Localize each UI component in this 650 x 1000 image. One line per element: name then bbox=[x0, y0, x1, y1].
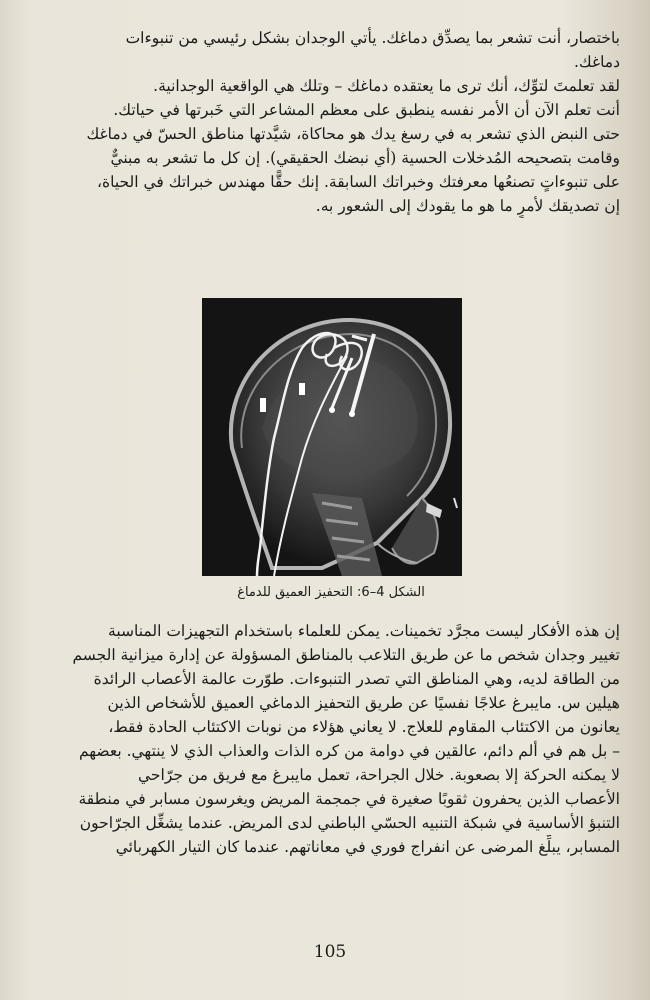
text-line: لقد تعلمتَ لتوِّك، أنك ترى ما يعتقده دماغك – وتلك هي الواقعية الوجدانية. bbox=[153, 77, 620, 95]
page-number: 105 bbox=[313, 942, 347, 962]
text-line: التنبؤ الأساسية في شبكة التنبيه الحسّي الباطني لدى المريض. عندما يشغِّل الجرّاحون bbox=[79, 814, 620, 832]
text-line: الأعصاب الذين يحفرون ثقوبًا صغيرة في جمجمة المريض ويغرسون مسابر في منطقة bbox=[78, 790, 620, 808]
top-paragraphs bbox=[54, 26, 620, 218]
text-line: هيلين س. مايبرغ علاجًا نفسيًا عن طريق التحفيز الدماغي العميق للأشخاص الذين bbox=[107, 694, 620, 712]
text-line: إن هذه الأفكار ليست مجرَّد تخمينات. يمكن للعلماء باستخدام التجهيزات المناسبة bbox=[108, 622, 620, 640]
text-line: دماغك. bbox=[573, 53, 620, 71]
text-line: وقامت بتصحيحه المُدخلات الحسية (أي نبضك الحقيقي). إن كل ما تشعر به مبنيٌّ bbox=[110, 149, 620, 167]
brain-xray-figure bbox=[202, 298, 462, 576]
text-line: لا يمكنه الحركة إلا بصعوبة. خلال الجراحة، تعمل مايبرغ مع فريق من جرّاحي bbox=[138, 766, 620, 784]
text-line: باختصار، أنت تشعر بما يصدِّق دماغك. يأتي الوجدان بشكل رئيسي من تنبوءات bbox=[125, 29, 620, 47]
text-line: إن تصديقك لأمرٍ ما هو ما يقودك إلى الشعور به. bbox=[315, 197, 620, 215]
text-line: – بل هم في ألم دائم، عالقين في دوامة من كره الذات والعذاب الذي لا ينتهي. بعضهم bbox=[78, 742, 620, 760]
text-line: حتى النبض الذي تشعر به في رسغ يدك هو محاكاة، شيَّدتها مناطق الحسّ في دماغك bbox=[86, 125, 620, 143]
text-line: المسابر، يبلِّغ المرضى عن انفراج فوري في معاناتهم. عندما كان التيار الكهربائي bbox=[115, 838, 620, 856]
text-line: تغيير وجدان شخص ما عن طريق التلاعب بالمناطق المسؤولة عن إدارة ميزانية الجسم bbox=[72, 646, 620, 664]
text-line: على تنبوءاتٍ تصنعُها معرفتك وخبراتك السابقة. إنك حقًّا مهندس خبراتك في الحياة، bbox=[97, 173, 620, 191]
text-line: من الطاقة لديه، وهي المناطق التي تصدر التنبوءات. طوّرت عالمة الأعصاب الرائدة bbox=[93, 670, 620, 688]
text-line: أنت تعلم الآن أن الأمر نفسه ينطبق على معظم المشاعر التي خَبرتها في حياتك. bbox=[113, 101, 620, 119]
text-line: يعانون من الاكتئاب المقاوم للعلاج. لا يعاني هؤلاء من نوبات الاكتئاب الحادة فقط، bbox=[108, 718, 620, 736]
xray-image bbox=[202, 298, 462, 576]
bottom-paragraphs bbox=[52, 619, 620, 859]
figure-caption: الشكل 4–6: التحفيز العميق للدماغ bbox=[237, 585, 425, 600]
